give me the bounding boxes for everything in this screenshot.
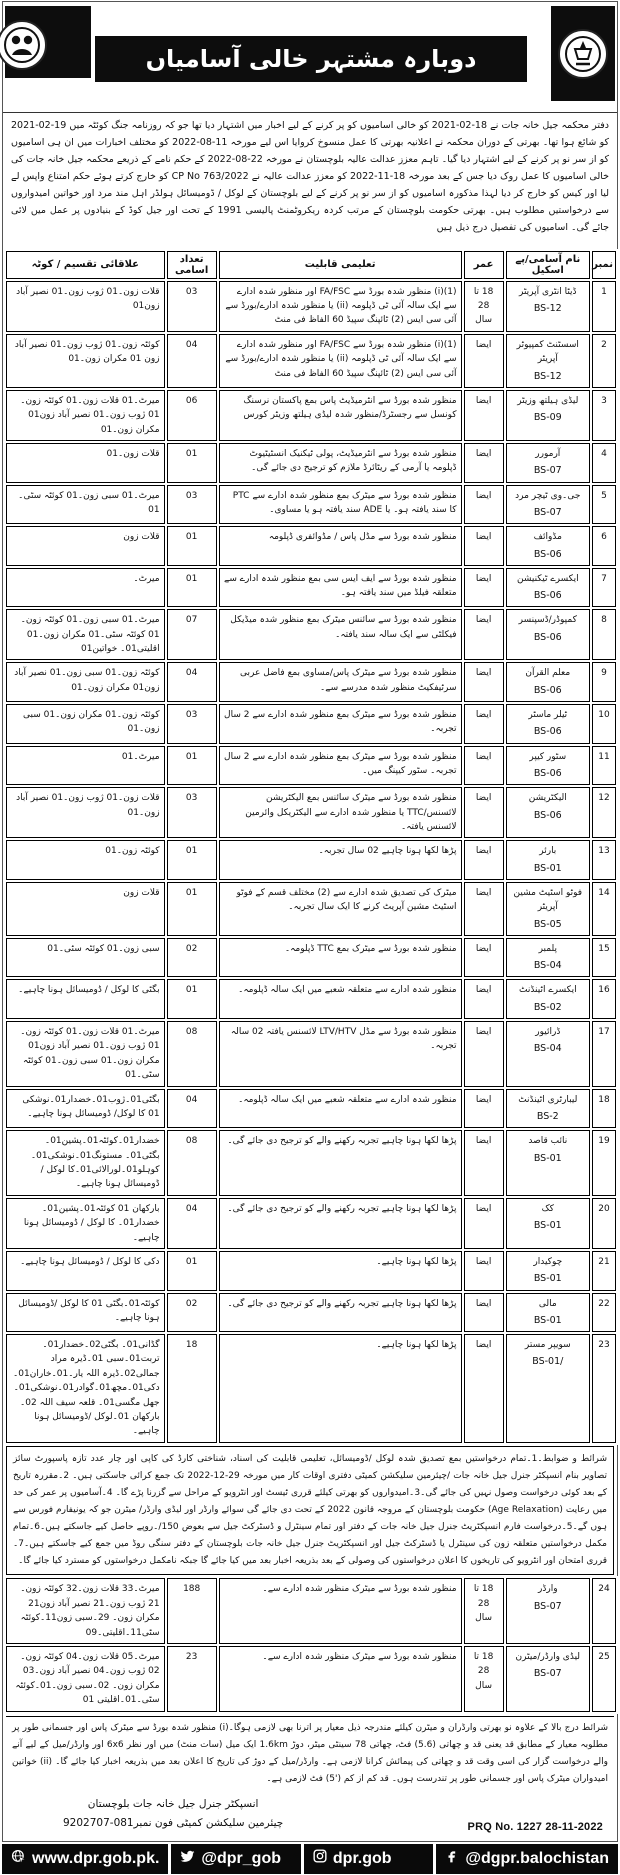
job-title-cell — [506, 334, 590, 388]
col-header-qualification: تعلیمی قابلیت — [219, 251, 462, 279]
table-row — [6, 1130, 616, 1196]
job-quota: بارکھان 01 کوئٹہ01۔پشین01۔خضدار01۔ کا لوکل / ڈومیسائل ہونا چاہیے۔ — [6, 1198, 165, 1249]
job-title: ایکسرے اٹینڈنٹ — [518, 985, 577, 996]
job-posts-count: 01 — [167, 1251, 217, 1291]
job-number: 24 — [592, 1578, 616, 1644]
job-pay-scale: BS-01 — [533, 1220, 562, 1232]
page-title: دوبارہ مشتہر خالی آسامیاں — [145, 45, 477, 73]
job-title: آرمورر — [535, 448, 561, 459]
job-title-cell — [506, 568, 590, 608]
government-seal-right-icon — [558, 29, 608, 79]
job-title-cell — [506, 485, 590, 525]
job-posts-count: 188 — [167, 1578, 217, 1644]
job-age: ایضا — [464, 1198, 504, 1249]
job-age: ایضا — [464, 1089, 504, 1129]
job-title: سٹور کیپر — [529, 751, 567, 762]
job-age: 18 تا 28 سال — [464, 1578, 504, 1644]
table-row — [6, 662, 616, 702]
job-title-cell — [506, 1646, 590, 1712]
signature-line2: چیئرمین سلیکشن کمیٹی فون نمبر081-9202707 — [63, 1816, 284, 1829]
job-pay-scale: BS-04 — [533, 1043, 562, 1055]
job-posts-count: 01 — [167, 840, 217, 880]
table-row — [6, 1251, 616, 1291]
job-title-cell — [506, 1251, 590, 1291]
vacancies-table-body — [6, 281, 616, 1443]
job-posts-count: 04 — [167, 334, 217, 388]
job-qualification: منظور شدہ بورڈ سے انٹرمیڈیٹ، پولی ٹیکنیک انسٹیٹیوٹ ڈپلومہ یا آرمی کے ریٹائرڈ ملازم کو ترجیح دی جائے گی۔ — [219, 443, 462, 483]
job-title: معلم القرآن — [525, 668, 571, 679]
job-number: 25 — [592, 1646, 616, 1712]
job-quota: میرٹ۔01 — [6, 746, 165, 786]
table-row — [6, 390, 616, 441]
table-row — [6, 1021, 616, 1087]
facebook-icon — [445, 1849, 459, 1868]
job-pay-scale: BS-01/ — [532, 1356, 564, 1368]
intro-paragraph: دفتر محکمہ جیل خانہ جات نے 18-02-2021 کو خالی اسامیوں کو پر کرنے کے لیے اخبار میں اشتہار دیا تھا جو کہ روزنامہ جنگ کوئٹہ میں 19-02-2021 کو شائع ہوا تھا۔ بھرتی کے دوران محکمہ نے اعلانیہ بھرتی کا عمل منسوخ کروایا اس لیے مورخہ 11-08-2022 کو مختلف اخبارات میں ان ہی اسامیوں کو از سر نو پر کرنے کے لیے اشتہار دیا گیا۔ تاہم معزز عدالت عالیہ بلوچستان نے مورخہ 22-08-2022 کے حکم نامے کے ذریعے محکمہ جیل خانہ جات کی خالی اسامیوں کا عمل روک دیا جس کے بعد مورخہ 18-11-2022 کو معزز عدالت عالیہ نے CP No 763/2022 کو خارج کرتے ہوئے حکم امتناع واپس لے لیا اور کیس کو خارج کر دیا لہذا مذکورہ اسامیوں کو از سر نو پر کرنے کے لیے بلوچستان کے لوکل / ڈومیسائل ہولڈر اہل مند مرد اور خواتین امیدواروں سے درخواستیں مطلوب ہیں۔ بھرتی حکومت بلوچستان کے مرتب کردہ ریکروٹمنٹ پالیسی 1991 کے تحت اور جیل کوڈ کے بنیادوں پر عمل میں لائی جائے گی۔ اسامیوں کی تفصیل درج ذیل ہیں — [3, 112, 617, 240]
job-number: 9 — [592, 662, 616, 702]
job-title: مالی — [538, 1298, 557, 1309]
job-age: ایضا — [464, 1293, 504, 1333]
job-qualification: منظور شدہ ادارے سے متعلقہ شعبے میں ایک سالہ ڈپلومہ۔ — [219, 979, 462, 1019]
job-posts-count: 06 — [167, 390, 217, 441]
job-title: اسسٹنٹ کمپیوٹر آپریٹر — [516, 339, 579, 365]
table-header-row — [6, 251, 616, 279]
signature-row — [3, 1791, 617, 1841]
job-quota: سبی زون۔01 کوئٹہ سٹی۔01 — [6, 938, 165, 978]
job-posts-count: 04 — [167, 662, 217, 702]
job-title-cell — [506, 979, 590, 1019]
job-quota: قلات زون۔01 ژوب زون۔01 نصیر آباد زون۔01 — [6, 787, 165, 838]
job-age: 18 تا 28 سال — [464, 281, 504, 332]
twitter-icon — [180, 1849, 195, 1869]
table-row — [6, 485, 616, 525]
table-row — [6, 609, 616, 660]
table-row — [6, 1293, 616, 1333]
job-number: 11 — [592, 746, 616, 786]
job-qualification: پڑھا لکھا ہونا چاہیے تجربہ رکھنے والے کو ترجیح دی جائے گی۔ — [219, 1198, 462, 1249]
advertisement — [2, 1, 618, 1842]
job-pay-scale: BS-06 — [533, 809, 562, 821]
job-title-cell — [506, 390, 590, 441]
job-title-cell — [506, 704, 590, 744]
job-pay-scale: BS-06 — [533, 684, 562, 696]
job-quota: بگٹی کا لوکل / ڈومیسائل ہونا چاہیے۔ — [6, 979, 165, 1019]
job-title-cell — [506, 443, 590, 483]
job-qualification: منظور شدہ بورڈ سے میٹرک بمع TTC ڈپلومہ۔ — [219, 938, 462, 978]
job-age: ایضا — [464, 979, 504, 1019]
table-row — [6, 568, 616, 608]
job-number: 1 — [592, 281, 616, 332]
globe-icon — [11, 1849, 26, 1869]
conditions-paragraph: شرائط درج بالا کے علاوہ نو بھرتی وارڈران و میٹرن کیلئے مندرجہ ذیل معیار پر اترنا بھی لازمی ہوگا۔(i) منظور شدہ بورڈ سے میٹرک پاس اور جسمانی طور پر مطلوبہ معیار کے مطابق قد یعنی قد و چھاتی (5.6) فٹ، چھاتی 78 سینٹی میٹر، دوڑ 1.6km ایک میل (سات منٹ) میں اور نظر 6x6 اور وارڈر/میل کے لیے آنے والے درخواست گزار کی اسی وقت قد و چھاتی کی پیمائش کرانا لازمی ہے۔ وارڈر/میل کے دوڑ کی تاریخ کا اعلان بعد میں بذریعہ اخبار کیا جائے گا۔ (ii) خواتین امیدواران میٹرک پاس اور جسمانی طور پر تندرست ہوں۔ قد کم از کم ('5) فٹ لازمی ہے۔ — [6, 1716, 614, 1791]
job-pay-scale: BS-01 — [533, 1314, 562, 1326]
job-quota: قلات زون۔01 — [6, 443, 165, 483]
job-age: ایضا — [464, 334, 504, 388]
job-posts-count: 04 — [167, 1089, 217, 1129]
job-title-cell — [506, 1130, 590, 1196]
job-qualification: (1)(i) منظور شدہ بورڈ سے FA/FSC اور منظور شدہ ادارے سے ایک سالہ آئی ٹی ڈپلومہ (ii) یا منظور شدہ ادارے/بورڈ سے آئی سی ایس (2) ٹائپنگ سپیڈ 60 الفاظ فی منٹ — [219, 281, 462, 332]
job-posts-count: 01 — [167, 568, 217, 608]
job-pay-scale: BS-05 — [533, 918, 562, 930]
job-posts-count: 01 — [167, 443, 217, 483]
job-number: 5 — [592, 485, 616, 525]
table-row — [6, 334, 616, 388]
job-quota: قلات زون۔01 ژوب زون۔01 نصیر آباد زون01 — [6, 281, 165, 332]
table-row — [6, 704, 616, 744]
job-age: ایضا — [464, 704, 504, 744]
job-age: ایضا — [464, 1251, 504, 1291]
table-row — [6, 882, 616, 936]
job-number: 19 — [592, 1130, 616, 1196]
job-posts-count: 03 — [167, 485, 217, 525]
job-number: 12 — [592, 787, 616, 838]
job-quota: کوئٹہ زون۔01 — [6, 840, 165, 880]
table-row — [6, 1198, 616, 1249]
job-posts-count: 04 — [167, 1198, 217, 1249]
job-posts-count: 23 — [167, 1646, 217, 1712]
col-header-quota: علاقائی تقسیم / کوٹہ — [6, 251, 165, 279]
job-qualification: منظور شدہ بورڈ سے مڈل LTV/HTV لائسنس یافتہ 02 سالہ تجربہ۔ — [219, 1021, 462, 1087]
table-row — [6, 787, 616, 838]
job-number: 4 — [592, 443, 616, 483]
job-quota: میرٹ۔33 قلات زون۔32 کوئٹہ زون۔21 ژوب زون۔21 نصیر آباد زون21 مکران زون۔ 29۔سبی زون11۔کوئٹہ سٹی11۔اقلیتی۔09 — [6, 1578, 165, 1644]
job-number: 6 — [592, 526, 616, 566]
job-posts-count: 01 — [167, 979, 217, 1019]
job-posts-count: 02 — [167, 938, 217, 978]
job-quota: کوئٹہ01۔بگٹی 01 کا لوکل /ڈومیسائل ہونا چاہیے۔ — [6, 1293, 165, 1333]
job-qualification: پڑھا لکھا ہونا چاہیے تجربہ رکھنے والے کو ترجیح دی جائے گی۔ — [219, 1293, 462, 1333]
job-posts-count: 07 — [167, 609, 217, 660]
job-title-cell — [506, 787, 590, 838]
table-row — [6, 746, 616, 786]
job-quota: کوئٹہ زون۔01 مکران زون۔01 سبی زون۔01 — [6, 704, 165, 744]
job-posts-count: 03 — [167, 281, 217, 332]
job-qualification: پڑھا لکھا ہونا چاہیے۔ — [219, 1251, 462, 1291]
job-title: سویپر مستر — [524, 1340, 571, 1351]
masthead — [3, 2, 617, 102]
job-title-cell — [506, 1198, 590, 1249]
job-title: ایکسرے ٹیکنیشن — [516, 573, 579, 584]
job-pay-scale: BS-02 — [533, 1001, 562, 1013]
table-row — [6, 1646, 616, 1712]
col-header-posts: تعداد اسامی — [167, 251, 217, 279]
footer-facebook-label: @dgpr.balochistan — [465, 1849, 609, 1867]
job-posts-count: 02 — [167, 1293, 217, 1333]
job-pay-scale: BS-01 — [533, 1152, 562, 1164]
job-pay-scale: BS-04 — [533, 960, 562, 972]
job-qualification: منظور شدہ بورڈ سے میٹرک سائنس بمع الیکٹریشن لائسنس/TTC یا منظور شدہ ادارے سے الیکٹریکل وائرمین لائسنس یافتہ۔ — [219, 787, 462, 838]
job-title-cell — [506, 1578, 590, 1644]
job-age: ایضا — [464, 938, 504, 978]
job-pay-scale: BS-06 — [533, 726, 562, 738]
job-title-cell — [506, 746, 590, 786]
job-posts-count: 08 — [167, 1130, 217, 1196]
job-title: جی۔وی ٹیچر مرد — [515, 490, 581, 501]
table-row — [6, 1578, 616, 1644]
job-pay-scale: BS-07 — [533, 1600, 562, 1612]
title-bar — [95, 36, 527, 82]
job-quota: کوئٹہ زون۔01 سبی زون۔01 نصیر آباد زون01 مکران زون۔01 — [6, 662, 165, 702]
job-age: ایضا — [464, 1334, 504, 1443]
job-age: ایضا — [464, 526, 504, 566]
job-title: وارڈر — [538, 1584, 558, 1595]
job-qualification: میٹرک کی تصدیق شدہ ادارے سے (2) مختلف قسم کے فوٹو اسٹیٹ مشین آپریٹ کرنے کا ایک سال تجربہ۔ — [219, 882, 462, 936]
table-row — [6, 281, 616, 332]
job-title-cell — [506, 938, 590, 978]
job-pay-scale: BS-06 — [533, 768, 562, 779]
table-row — [6, 443, 616, 483]
job-title: ڈیٹا انٹری آپریٹر — [518, 286, 577, 297]
job-qualification: منظور شدہ بورڈ سے میٹرک منظور شدہ ادارے سے۔ — [219, 1646, 462, 1712]
job-age: ایضا — [464, 746, 504, 786]
job-pay-scale: BS-12 — [533, 370, 562, 382]
job-title: مڈوائف — [533, 532, 562, 543]
job-number: 22 — [592, 1293, 616, 1333]
job-quota: قلات زون — [6, 526, 165, 566]
job-title: ٹیلر ماسٹر — [528, 710, 568, 721]
job-qualification: منظور شدہ بورڈ سے انٹرمیڈیٹ پاس بمع پاکستان نرسنگ کونسل سے رجسٹرڈ/منظور شدہ لیڈی ہیلتھ وزیٹر کورس — [219, 390, 462, 441]
job-title: لیڈی ہیلتھ وزیٹر — [517, 395, 579, 406]
job-quota: میرٹ۔01 سبی زون۔01 کوئٹہ زون۔01 کوئٹہ سٹی۔01 مکران زون۔01 اقلیتی01۔ خواتین01 — [6, 609, 165, 660]
table-row — [6, 979, 616, 1019]
col-header-number: نمبر — [592, 251, 616, 279]
job-age: ایضا — [464, 787, 504, 838]
job-pay-scale: BS-07 — [533, 465, 562, 477]
job-qualification: (1)(i) منظور شدہ بورڈ سے FA/FSC اور منظور شدہ ادارے سے ایک سالہ آئی ٹی ڈپلومہ (ii) یا منظور شدہ ادارے/بورڈ سے آئی سی ایس (2) ٹائپنگ سپیڈ 60 الفاظ فی منٹ — [219, 334, 462, 388]
footer-bar — [2, 1842, 618, 1874]
terms-paragraph: شرائط و ضوابط۔1۔تمام درخواستیں بمع تصدیق شدہ لوکل /ڈومیسائل، تعلیمی قابلیت کی اسناد، شناختی کارڈ کی کاپی اور چار عدد تازہ پاسپورٹ سائز تصاویر بنام انسپکٹر جنرل جیل خانہ جات /چیئرمین سلیکشن کمیٹی دفتری اوقات کار میں مورخہ 29-12-2022 تک جمع کرائی جاسکتی ہیں۔ 2۔مقررہ تاریخ کے بعد کوئی درخواست وصول نہیں کی جائے گی۔3۔امیدواروں کو بھرتی کیلئے قرری ٹیسٹ اور انٹرویو کے مراحل سے گزرنا پڑے گا۔ 4۔آسامیوں پر عمر کی حد میں رعایت (Age Relaxation) حکومت بلوچستان کے مروجہ قانون 2022 کے تحت دی جائے گی سوائے وارڈر اور لیڈی وارڈر/ میٹرن جو کہ یونیفارم فورس سے ہوں گے۔5۔درخواست فارم انسپکٹریٹ جنرل جیل خانہ جات کے دفتر اور تمام سینٹرل و ڈسٹرکٹ جیل سے بعوض 150/۔روپے حاصل کیے جاسکتے ہیں۔6۔تمام مکمل درخواستیں متعلقہ زون کی سینٹرل یا ڈسٹرکٹ جیل اور انسپکٹریٹ جنرل جیل خانہ جات بلوچستان کے دفتر سنگی روڈ میں جمع کیے جاسکتے ہیں۔7۔قرری امتحان اور انٹرویو کی تاریخوں کا اعلان درخواستوں کی وصولی کے بعد بذریعہ اخبار بعد میں کیا جائے گا جبکہ نامکمل درخواستوں کو مسترد کیا جائے گا۔ — [6, 1446, 614, 1576]
job-number: 21 — [592, 1251, 616, 1291]
job-quota: بگٹی01۔ژوب01۔خضدار01۔نوشکی 01 کا لوکل/ ڈومیسائل ہونا چاہیے۔ — [6, 1089, 165, 1129]
job-number: 17 — [592, 1021, 616, 1087]
job-qualification: پڑھا لکھا ہونا چاہیے 02 سال تجربہ۔ — [219, 840, 462, 880]
job-title-cell — [506, 1334, 590, 1443]
job-age: ایضا — [464, 390, 504, 441]
job-age: ایضا — [464, 443, 504, 483]
job-title: پلمبر — [538, 943, 557, 954]
job-number: 16 — [592, 979, 616, 1019]
job-title-cell — [506, 1021, 590, 1087]
job-number: 20 — [592, 1198, 616, 1249]
job-quota: کوئٹہ زون۔01 ژوب زون۔01 نصیر آباد زون 01 مکران زون۔01 — [6, 334, 165, 388]
job-posts-count: 18 — [167, 1334, 217, 1443]
job-title: کمپوڈر/ڈسپنسر — [518, 615, 577, 626]
signature-block — [63, 1795, 283, 1833]
job-title-cell — [506, 609, 590, 660]
job-quota: خضدار01۔کوئٹہ01۔پشین01۔بگٹی01۔ مستونگ01۔نوشکی01۔کوہلو01۔لورالائی01۔کا لوکل /ڈومیسائل ہونا چاہیے۔ — [6, 1130, 165, 1196]
job-qualification: منظور شدہ بورڈ سے ایف ایس سی بمع منظور شدہ ادارے سے متعلقہ فیلڈ میں سند یافتہ ہو۔ — [219, 568, 462, 608]
job-age: ایضا — [464, 840, 504, 880]
job-quota: میرٹ۔01 قلات زون۔01 کوئٹہ زون۔01 ژوب زون۔01 نصیر آباد زون01 مکران زون۔01 سبی زون۔01 کوئٹہ سٹی۔01 — [6, 1021, 165, 1087]
job-title: فوٹو اسٹیٹ مشین آپریٹر — [513, 887, 583, 913]
government-seal-left-icon — [0, 20, 47, 70]
job-qualification: پڑھا لکھا ہونا چاہیے۔ — [219, 1334, 462, 1443]
job-title: الیکٹریشن — [528, 793, 567, 804]
vacancies-table — [4, 249, 618, 1445]
footer-website-label: www.dpr.gob.pk. — [32, 1849, 160, 1867]
col-header-age: عمر — [464, 251, 504, 279]
footer-twitter-label: @dpr_gob — [201, 1849, 281, 1867]
job-qualification: منظور شدہ بورڈ سے سائنس میٹرک بمع منظور شدہ میڈیکل فیکلٹی سے ایک سالہ سند یافتہ۔ — [219, 609, 462, 660]
job-number: 3 — [592, 390, 616, 441]
job-pay-scale: BS-07 — [533, 506, 562, 518]
job-pay-scale: BS-07 — [533, 1668, 562, 1680]
table-row — [6, 840, 616, 880]
job-title: چوکیدار — [533, 1256, 563, 1267]
job-number: 18 — [592, 1089, 616, 1129]
job-age: ایضا — [464, 609, 504, 660]
job-age: ایضا — [464, 1130, 504, 1196]
job-pay-scale: BS-06 — [533, 548, 562, 560]
job-title: بارئر — [539, 846, 557, 857]
job-quota: قلات زون — [6, 882, 165, 936]
job-title-cell — [506, 1293, 590, 1333]
job-qualification: منظور شدہ بورڈ سے میٹرک پاس/مساوی بمع فاضل عربی سرٹیفکیٹ منظور شدہ مدرسے سے۔ — [219, 662, 462, 702]
job-title: ڈرائیور — [535, 1027, 561, 1038]
right-corner-box — [551, 6, 615, 101]
job-number: 23 — [592, 1334, 616, 1443]
job-age: ایضا — [464, 662, 504, 702]
job-quota: میرٹ۔01 قلات زون۔01 کوئٹہ زون۔01 ژوب زون۔01 نصیر آباد زون01 مکران زون۔01 — [6, 390, 165, 441]
job-posts-count: 01 — [167, 882, 217, 936]
footer-twitter — [171, 1844, 300, 1874]
job-posts-count: 08 — [167, 1021, 217, 1087]
table-row — [6, 526, 616, 566]
job-posts-count: 03 — [167, 704, 217, 744]
job-qualification: منظور شدہ بورڈ سے میٹرک بمع منظور شدہ ادارے سے 2 سال تجربہ۔ — [219, 704, 462, 744]
footer-website — [2, 1844, 168, 1874]
job-qualification: منظور شدہ بورڈ سے میٹرک بمع منظور شدہ ادارے سے 2 سال تجربہ۔ سٹور کیپنگ میں۔ — [219, 746, 462, 786]
job-quota: میرٹ۔ — [6, 568, 165, 608]
job-title-cell — [506, 662, 590, 702]
warder-table-body — [6, 1578, 616, 1711]
table-row — [6, 1089, 616, 1129]
job-pay-scale: BS-01 — [533, 1273, 562, 1285]
job-qualification: منظور شدہ ادارے سے متعلقہ شعبے میں ایک سالہ ڈپلومہ۔ — [219, 1089, 462, 1129]
job-title-cell — [506, 281, 590, 332]
job-qualification: منظور شدہ بورڈ سے میٹرک بمع منظور شدہ ادارے سے PTC کا سند یافتہ ہو۔ یا ADE سند یافتہ ہو یا مساوی۔ — [219, 485, 462, 525]
signature-line1: انسپکٹر جنرل جیل خانہ جات بلوچستان — [87, 1797, 259, 1810]
job-number: 15 — [592, 938, 616, 978]
job-age: ایضا — [464, 485, 504, 525]
job-title-cell — [506, 526, 590, 566]
job-title: لیڈی وارڈر/میٹرن — [515, 1652, 581, 1663]
job-quota: میرٹ۔05 قلات زون۔04 کوئٹہ زون۔02 ژوب زون۔04 نصیر آباد زون۔03 مکران زون۔ 02۔سبی زون۔01۔کوئٹہ سٹی۔01۔اقلیتی 01 — [6, 1646, 165, 1712]
job-number: 8 — [592, 609, 616, 660]
job-posts-count: 01 — [167, 746, 217, 786]
job-title: لیبارٹری اٹینڈنٹ — [518, 1094, 578, 1105]
job-age: ایضا — [464, 882, 504, 936]
footer-instagram-label: dpr.gob — [332, 1849, 392, 1867]
job-number: 10 — [592, 704, 616, 744]
table-row — [6, 938, 616, 978]
job-title: نائب قاصد — [528, 1136, 568, 1147]
job-pay-scale: BS-06 — [533, 590, 562, 602]
left-corner-box — [5, 6, 91, 78]
job-title-cell — [506, 882, 590, 936]
col-header-name: نام آسامی/پے اسکیل — [506, 251, 590, 279]
job-pay-scale: BS-2 — [536, 1111, 559, 1123]
job-pay-scale: BS-01 — [533, 862, 562, 874]
job-title-cell — [506, 840, 590, 880]
job-age: 18 تا 28 سال — [464, 1646, 504, 1712]
table-row — [6, 1334, 616, 1443]
job-pay-scale: BS-06 — [533, 631, 562, 643]
footer-instagram — [304, 1844, 433, 1874]
footer-facebook — [436, 1844, 618, 1874]
job-number: 14 — [592, 882, 616, 936]
job-number: 2 — [592, 334, 616, 388]
job-title: کک — [541, 1203, 554, 1214]
job-number: 13 — [592, 840, 616, 880]
job-age: ایضا — [464, 568, 504, 608]
job-age: ایضا — [464, 1021, 504, 1087]
warder-table — [4, 1576, 618, 1713]
job-qualification: پڑھا لکھا ہونا چاہیے تجربہ رکھنے والے کو ترجیح دی جائے گی۔ — [219, 1130, 462, 1196]
job-quota: گڈانی01۔ بگٹی02۔خضدار01۔تربت01۔سبی 01۔ڈیرہ مراد جمالی02۔ڈیرہ اللہ یار۔01۔خاران01۔ دکی01۔مچھ01۔گوادر01۔نوشکی01۔جھل مگسی01۔ قلعہ سیف اللہ 02۔بارکھان 01۔لوکل /ڈومیسائل ہونا چاہیے۔ — [6, 1334, 165, 1443]
job-title-cell — [506, 1089, 590, 1129]
job-qualification: منظور شدہ بورڈ سے مڈل پاس / مڈوائفری ڈپلومہ — [219, 526, 462, 566]
job-number: 7 — [592, 568, 616, 608]
job-qualification: منظور شدہ بورڈ سے میٹرک منظور شدہ ادارے سے۔ — [219, 1578, 462, 1644]
job-quota: دکی کا لوکل / ڈومیسائل ہونا چاہیے۔ — [6, 1251, 165, 1291]
job-posts-count: 01 — [167, 526, 217, 566]
job-pay-scale: BS-09 — [533, 412, 562, 424]
prq-number: PRQ No. 1227 28-11-2022 — [467, 1820, 603, 1833]
instagram-icon — [313, 1849, 327, 1868]
job-pay-scale: BS-12 — [533, 303, 562, 315]
job-quota: میرٹ۔01 سبی زون۔01 کوئٹہ سٹی۔01 — [6, 485, 165, 525]
job-posts-count: 03 — [167, 787, 217, 838]
